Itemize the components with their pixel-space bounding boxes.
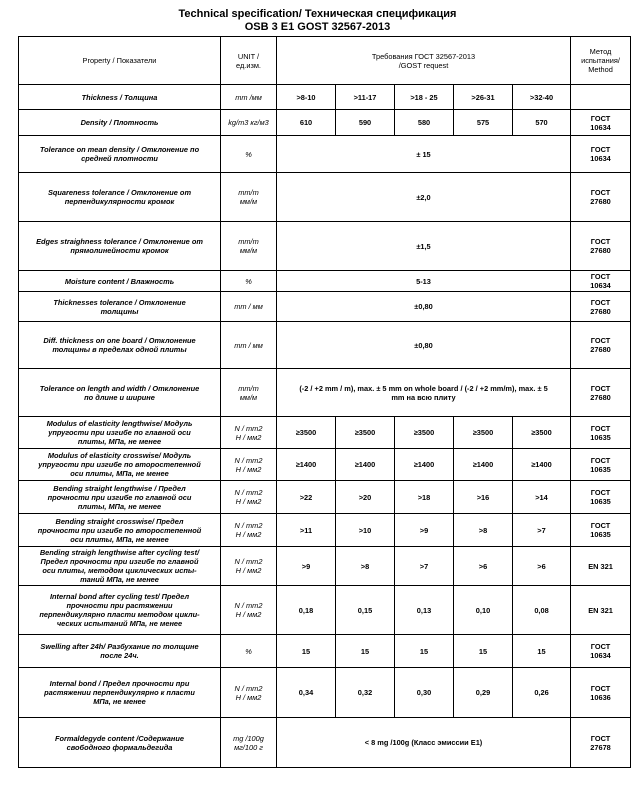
property-cell: Moisture content / Влажность (19, 271, 221, 292)
unit-cell: N / mm2 Н / мм2 (221, 449, 277, 481)
table-row (19, 173, 631, 222)
value-cell: 0,30 (395, 668, 454, 718)
method-cell: ГОСТ 10636 (571, 668, 631, 718)
method-cell: ГОСТ 27680 (571, 173, 631, 222)
value-cell: ≥3500 (513, 417, 571, 449)
value-cell: >8 (336, 547, 395, 586)
header-method: Метод испытания/ Method (571, 37, 631, 85)
requirement-cell: ±2,0 (277, 173, 571, 222)
method-cell: ГОСТ 10635 (571, 417, 631, 449)
property-cell: Swelling after 24h/ Разбухание по толщине после 24ч. (19, 635, 221, 668)
specification-table-body (19, 37, 631, 768)
title-line-2: OSB 3 E1 GOST 32567-2013 (244, 21, 391, 33)
value-cell: 580 (395, 110, 454, 136)
value-cell: >7 (513, 514, 571, 547)
method-cell: ГОСТ 10635 (571, 481, 631, 514)
unit-cell: N / mm2 Н / мм2 (221, 586, 277, 635)
value-cell: 15 (513, 635, 571, 668)
method-cell: ГОСТ 10634 (571, 110, 631, 136)
value-cell: ≥3500 (454, 417, 513, 449)
value-cell: >8 (454, 514, 513, 547)
table-row (19, 514, 631, 547)
method-cell: ГОСТ 10635 (571, 449, 631, 481)
table-row (19, 110, 631, 136)
value-cell: 0,15 (336, 586, 395, 635)
property-cell: Internal bond after cycling test/ Предел прочности при растяжении перпендикулярно пласти методом цикли- ческих испытаний МПа, не менее (19, 586, 221, 635)
value-cell: >32-40 (513, 85, 571, 110)
method-cell: ГОСТ 10634 (571, 136, 631, 173)
unit-cell: mg /100g мг/100 г (221, 718, 277, 768)
value-cell: 590 (336, 110, 395, 136)
value-cell: >18 (395, 481, 454, 514)
title-line-1: Technical specification/ Техническая спецификация (178, 8, 457, 20)
method-cell: ГОСТ 27680 (571, 222, 631, 271)
unit-cell: % (221, 136, 277, 173)
value-cell: 610 (277, 110, 336, 136)
method-cell: EN 321 (571, 547, 631, 586)
value-cell: >9 (395, 514, 454, 547)
value-cell: >26-31 (454, 85, 513, 110)
value-cell: >9 (277, 547, 336, 586)
property-cell: Modulus of elasticity lengthwise/ Модуль упругости при изгибе по главной оси плиты, МПа, не менее (19, 417, 221, 449)
unit-cell: mm /мм (221, 85, 277, 110)
value-cell: 15 (277, 635, 336, 668)
value-cell: ≥3500 (395, 417, 454, 449)
value-cell: ≥1400 (513, 449, 571, 481)
value-cell: 0,34 (277, 668, 336, 718)
property-cell: Squareness tolerance / Отклонение от перпендикулярности кромок (19, 173, 221, 222)
method-cell: ГОСТ 10635 (571, 514, 631, 547)
header-unit: UNIT / ед.изм. (221, 37, 277, 85)
property-cell: Tolerance on length and width / Отклонение по длине и ширине (19, 369, 221, 417)
unit-cell: N / mm2 Н / мм2 (221, 417, 277, 449)
value-cell: 0,08 (513, 586, 571, 635)
method-cell: ГОСТ 27680 (571, 369, 631, 417)
unit-cell: % (221, 271, 277, 292)
unit-cell: N / mm2 Н / мм2 (221, 481, 277, 514)
method-cell: ГОСТ 27680 (571, 292, 631, 322)
value-cell: >16 (454, 481, 513, 514)
value-cell: 0,26 (513, 668, 571, 718)
property-cell: Formaldegyde content /Содержание свободного формальдегида (19, 718, 221, 768)
property-cell: Tolerance on mean density / Отклонение по средней плотности (19, 136, 221, 173)
requirement-cell: (-2 / +2 mm / m), max. ± 5 mm on whole board / (-2 / +2 mm/m), max. ± 5 mm на всю плиту (277, 369, 571, 417)
value-cell: 0,10 (454, 586, 513, 635)
value-cell: 0,32 (336, 668, 395, 718)
value-cell: >22 (277, 481, 336, 514)
table-row (19, 668, 631, 718)
value-cell: 0,13 (395, 586, 454, 635)
property-cell: Diff. thickness on one board / Отклонение толщины в пределах одной плиты (19, 322, 221, 369)
table-row (19, 222, 631, 271)
property-cell: Modulus of elasticity crosswise/ Модуль упругости при изгибе по второстепенной оси плиты, МПа, не менее (19, 449, 221, 481)
value-cell: ≥1400 (454, 449, 513, 481)
document-title (0, 8, 635, 34)
requirement-cell: ±0,80 (277, 322, 571, 369)
method-cell: ГОСТ 27678 (571, 718, 631, 768)
value-cell: 15 (395, 635, 454, 668)
table-row (19, 85, 631, 110)
value-cell: >8-10 (277, 85, 336, 110)
value-cell: >20 (336, 481, 395, 514)
value-cell: 570 (513, 110, 571, 136)
table-row (19, 481, 631, 514)
table-row (19, 547, 631, 586)
unit-cell: mm / мм (221, 322, 277, 369)
value-cell: >11-17 (336, 85, 395, 110)
unit-cell: mm/m мм/м (221, 173, 277, 222)
specification-table (18, 36, 631, 768)
table-row (19, 136, 631, 173)
value-cell: 0,29 (454, 668, 513, 718)
value-cell: >7 (395, 547, 454, 586)
header-requirements: Требования ГОСТ 32567-2013 /GOST request (277, 37, 571, 85)
requirement-cell: ± 15 (277, 136, 571, 173)
table-row (19, 635, 631, 668)
unit-cell: mm/m мм/м (221, 369, 277, 417)
property-cell: Internal bond / Предел прочности при растяжении перпендикулярно к пласти МПа, не менее (19, 668, 221, 718)
value-cell: >6 (454, 547, 513, 586)
value-cell: >14 (513, 481, 571, 514)
value-cell: ≥3500 (277, 417, 336, 449)
property-cell: Thickness / Толщина (19, 85, 221, 110)
property-cell: Thicknesses tolerance / Отклонение толщины (19, 292, 221, 322)
unit-cell: N / mm2 Н / мм2 (221, 514, 277, 547)
header-row (19, 37, 631, 85)
value-cell: 0,18 (277, 586, 336, 635)
unit-cell: N / mm2 Н / мм2 (221, 547, 277, 586)
value-cell: 15 (336, 635, 395, 668)
table-row (19, 449, 631, 481)
table-row (19, 417, 631, 449)
method-cell: ГОСТ 10634 (571, 271, 631, 292)
value-cell: ≥1400 (277, 449, 336, 481)
value-cell: ≥1400 (336, 449, 395, 481)
value-cell: >11 (277, 514, 336, 547)
requirement-cell: < 8 mg /100g (Класс эмиссии Е1) (277, 718, 571, 768)
header-property: Property / Показатели (19, 37, 221, 85)
value-cell: ≥3500 (336, 417, 395, 449)
unit-cell: mm / мм (221, 292, 277, 322)
unit-cell: % (221, 635, 277, 668)
value-cell: ≥1400 (395, 449, 454, 481)
property-cell: Bending straight lengthwise / Предел прочности при изгибе по главной оси плиты, МПа, не менее (19, 481, 221, 514)
unit-cell: mm/m мм/м (221, 222, 277, 271)
table-row (19, 586, 631, 635)
property-cell: Density / Плотность (19, 110, 221, 136)
method-cell (571, 85, 631, 110)
table-row (19, 369, 631, 417)
table-row (19, 292, 631, 322)
value-cell: >10 (336, 514, 395, 547)
table-row (19, 718, 631, 768)
value-cell: 575 (454, 110, 513, 136)
value-cell: >6 (513, 547, 571, 586)
requirement-cell: 5-13 (277, 271, 571, 292)
requirement-cell: ±0,80 (277, 292, 571, 322)
method-cell: ГОСТ 27680 (571, 322, 631, 369)
table-row (19, 271, 631, 292)
method-cell: EN 321 (571, 586, 631, 635)
value-cell: 15 (454, 635, 513, 668)
requirement-cell: ±1,5 (277, 222, 571, 271)
table-row (19, 322, 631, 369)
property-cell: Bending straight crosswise/ Предел прочности при изгибе по второстепенной оси плиты, МПа, не менее (19, 514, 221, 547)
unit-cell: kg/m3 кг/м3 (221, 110, 277, 136)
property-cell: Bending straigh lengthwise after cycling test/ Предел прочности при изгибе по главной оси плиты, методом циклических испы- таний МПа, не менее (19, 547, 221, 586)
value-cell: >18 - 25 (395, 85, 454, 110)
property-cell: Edges straighness tolerance / Отклонение от прямолинейности кромок (19, 222, 221, 271)
method-cell: ГОСТ 10634 (571, 635, 631, 668)
unit-cell: N / mm2 Н / мм2 (221, 668, 277, 718)
